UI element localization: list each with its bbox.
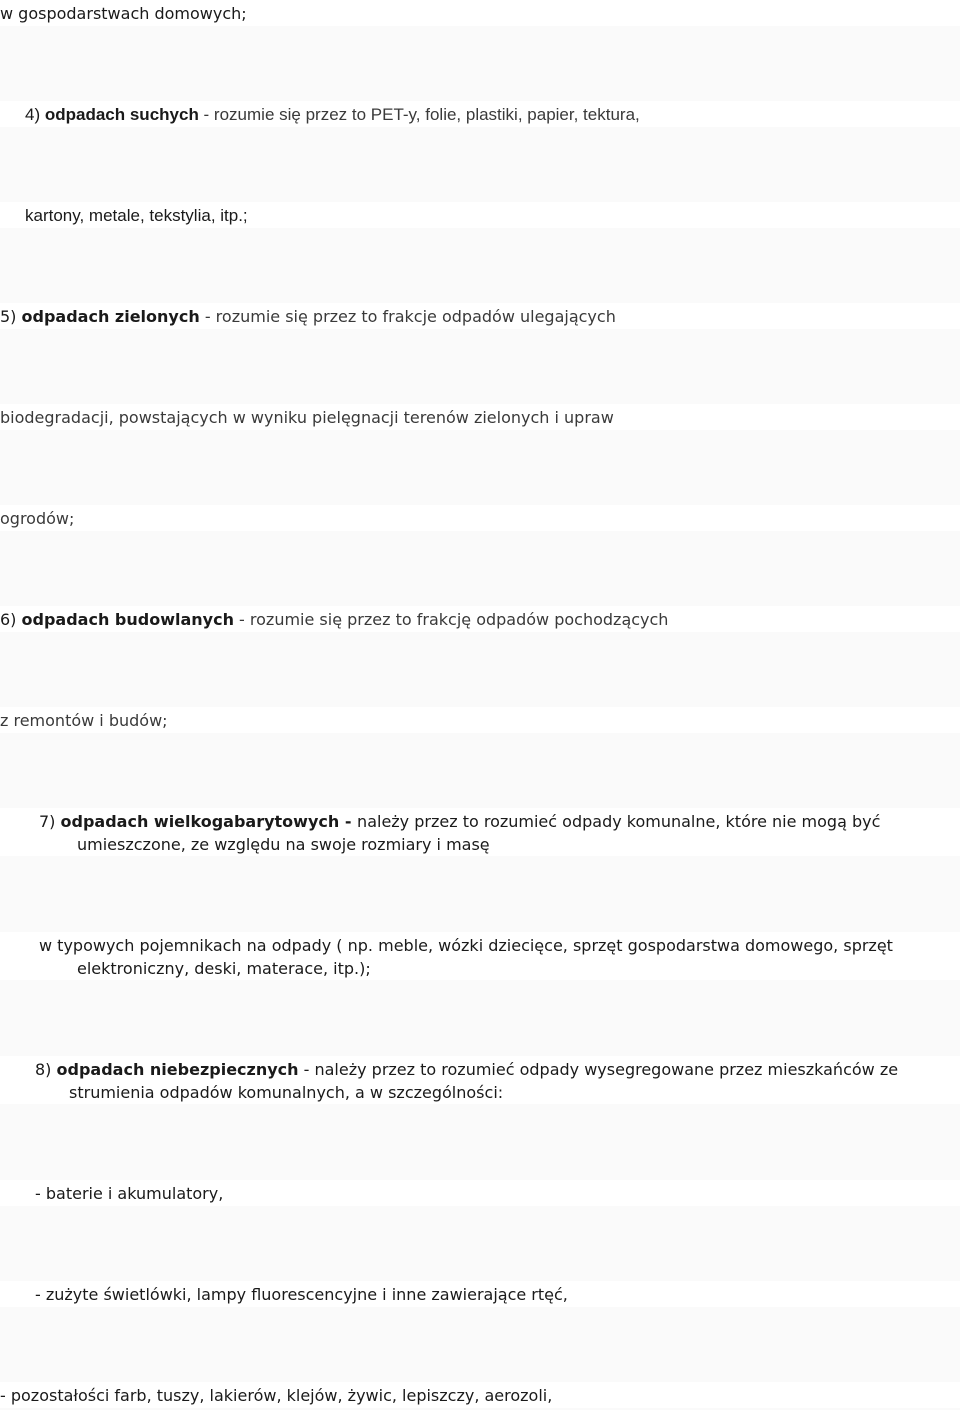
- item-definition: - rozumie się przez to frakcje odpadów ulegających: [199, 307, 616, 326]
- item-definition: - rozumie się przez to PET-y, folie, plastiki, papier, tektura,: [198, 105, 640, 124]
- list-item-5: [0, 305, 616, 328]
- item-number: 8): [35, 1060, 57, 1079]
- item-term: odpadach budowlanych: [21, 610, 234, 629]
- list-item-5-continuation: [0, 406, 614, 429]
- bullet-text: - pozostałości farb, tuszy, lakierów, klejów, żywic, lepiszczy, aerozoli,: [0, 1386, 553, 1405]
- item-term: odpadach suchych: [44, 105, 199, 124]
- list-item-7: [39, 810, 880, 856]
- item-number: 7): [39, 812, 61, 831]
- band: [0, 505, 960, 531]
- item-number: 4): [25, 105, 45, 124]
- list-item-8: [35, 1058, 898, 1104]
- bullet-item: [35, 1182, 223, 1205]
- line-text: z remontów i budów;: [0, 711, 168, 730]
- line-text-wrap: elektroniczny, deski, materace, itp.);: [77, 959, 371, 978]
- item-number: 5): [0, 307, 22, 326]
- item-number: 6): [0, 610, 22, 629]
- list-item-4-continuation: [25, 204, 248, 227]
- line-text: w typowych pojemnikach na odpady ( np. meble, wózki dziecięce, sprzęt gospodarstwa domowego, sprzęt: [39, 936, 893, 955]
- line-text: biodegradacji, powstających w wyniku pielęgnacji terenów zielonych i upraw: [0, 408, 614, 427]
- item-term: odpadach zielonych: [21, 307, 200, 326]
- list-item-6: [0, 608, 668, 631]
- list-item-7-continuation: [39, 934, 893, 980]
- list-item-4: [25, 103, 640, 126]
- item-definition: należy przez to rozumieć odpady komunalne, które nie mogą być: [357, 812, 881, 831]
- bullet-item: [0, 1384, 552, 1407]
- list-item-6-continuation: [0, 709, 168, 732]
- item-definition: - rozumie się przez to frakcję odpadów pochodzących: [233, 610, 669, 629]
- item-term: odpadach niebezpiecznych: [56, 1060, 299, 1079]
- item-definition: - należy przez to rozumieć odpady wysegregowane przez mieszkańców ze: [298, 1060, 899, 1079]
- line-text: w gospodarstwach domowych;: [0, 4, 247, 23]
- item-term: odpadach wielkogabarytowych -: [60, 812, 358, 831]
- text-line: [0, 2, 247, 25]
- bullet-text: - zużyte świetlówki, lampy fluorescencyjne i inne zawierające rtęć,: [35, 1285, 568, 1304]
- bullet-text: - baterie i akumulatory,: [35, 1184, 224, 1203]
- line-text: ogrodów;: [0, 509, 75, 528]
- line-text: kartony, metale, tekstylia, itp.;: [25, 206, 248, 225]
- item-definition-wrap: umieszczone, ze względu na swoje rozmiary i masę: [77, 835, 490, 854]
- item-definition-wrap: strumienia odpadów komunalnych, a w szczególności:: [69, 1083, 504, 1102]
- bullet-item: [35, 1283, 568, 1306]
- list-item-5-continuation: [0, 507, 74, 530]
